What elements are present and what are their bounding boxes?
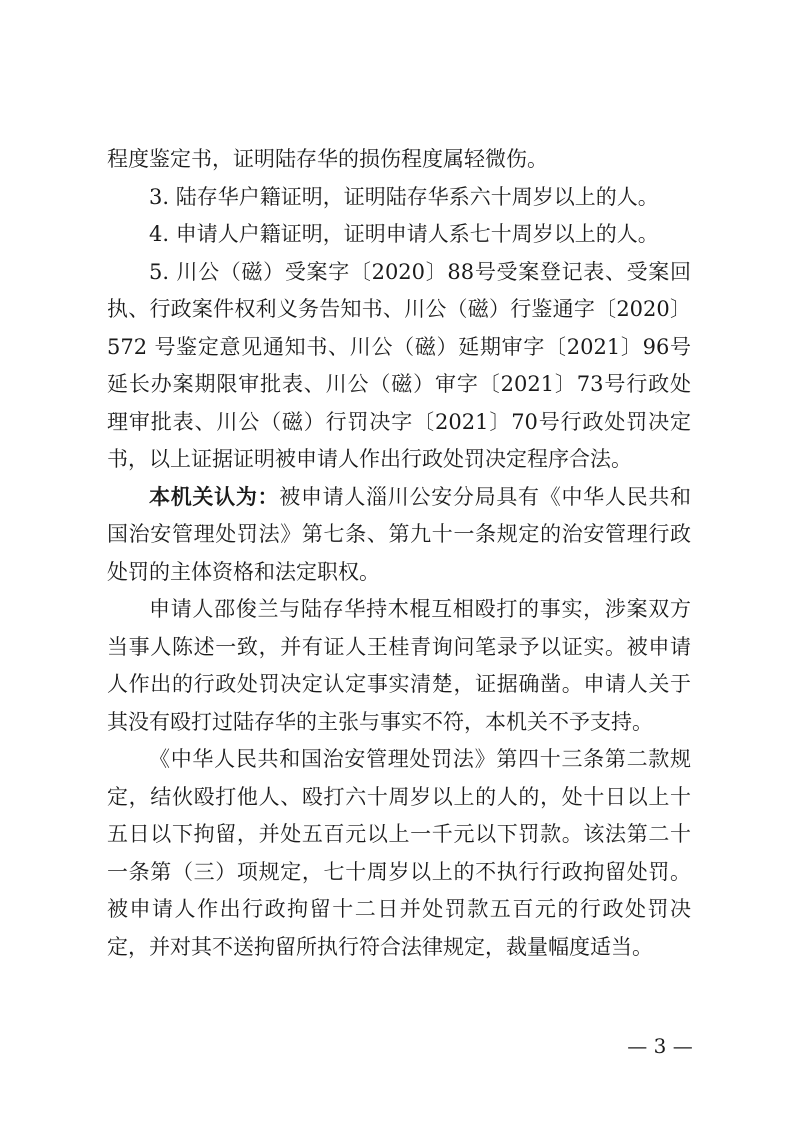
evidence-item-4: 4. 申请人户籍证明，证明申请人系七十周岁以上的人。 xyxy=(149,222,659,246)
facts-paragraph: 申请人邵俊兰与陆存华持木棍互相殴打的事实，涉案双方当事人陈述一致，并有证人王桂青询问笔录予以证实。被申请人作出的行政处罚决定认定事实清楚，证据确凿。申请人关于其没有殴打过陆存华的主张与事实不符，本机关不予支持。 xyxy=(107,597,691,734)
page-number: — 3 — xyxy=(627,1034,693,1058)
evidence-item-5: 5. 川公（磁）受案字〔2020〕88号受案登记表、受案回执、行政案件权利义务告知书、川公（磁）行鉴通字〔2020〕572 号鉴定意见通知书、川公（磁）延期审字〔2021〕96号延长办案期限审批表、川公（磁）审字〔2021〕73号行政处理审批表、川公（磁）行罚决字〔2021〕70号行政处罚决定书，以上证据证明被申请人作出行政处罚决定程序合法。 xyxy=(107,259,691,471)
opinion-text: 被申请人淄川公安分局具有《中华人民共和国治安管理处罚法》第七条、第九十一条规定的治安管理行政处罚的主体资格和法定职权。 xyxy=(107,484,691,584)
paragraph-continuation: 程度鉴定书，证明陆存华的损伤程度属轻微伤。 xyxy=(107,147,548,171)
evidence-item-3: 3. 陆存华户籍证明，证明陆存华系六十周岁以上的人。 xyxy=(149,184,659,209)
opinion-paragraph xyxy=(107,479,691,592)
opinion-lead-label: 本机关认为： xyxy=(149,484,280,509)
document-body xyxy=(107,141,691,966)
legal-basis-paragraph: 《中华人民共和国治安管理处罚法》第四十三条第二款规定，结伙殴打他人、殴打六十周岁以上的人的，处十日以上十五日以下拘留，并处五百元以上一千元以下罚款。该法第二十一条第（三）项规定，七十周岁以上的不执行行政拘留处罚。被申请人作出行政拘留十二日并处罚款五百元的行政处罚决定，并对其不送拘留所执行符合法律规定，裁量幅度适当。 xyxy=(107,747,691,959)
